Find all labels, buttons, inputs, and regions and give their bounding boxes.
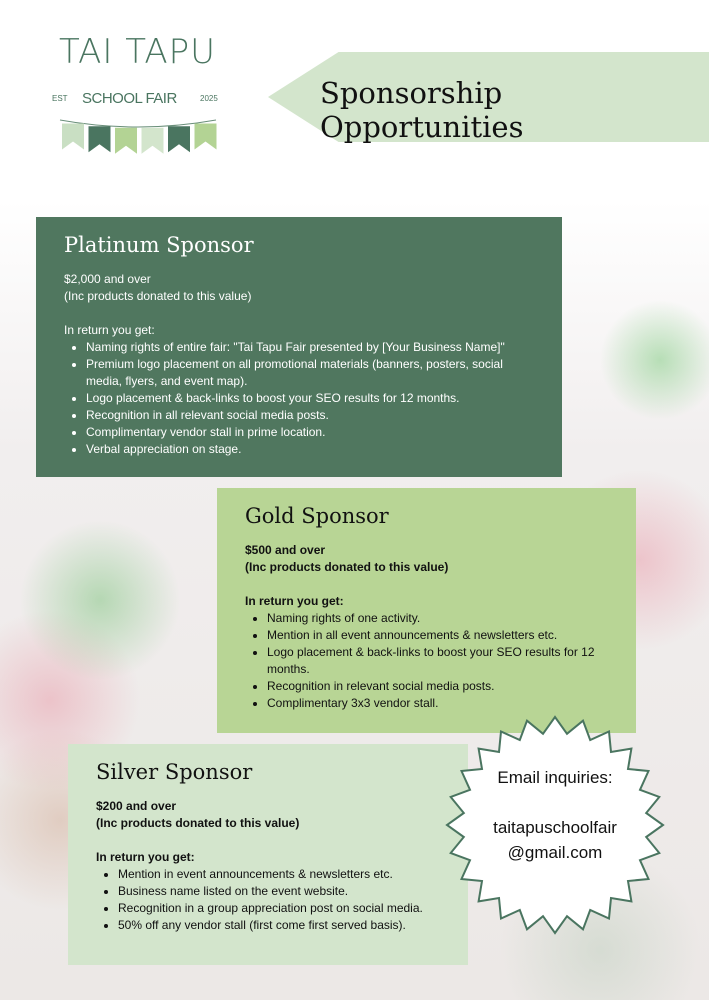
tier-title: Platinum Sponsor — [64, 233, 254, 257]
benefit-item: • Naming rights of one activity. — [267, 610, 608, 627]
contact-email[interactable]: taitapuschoolfair — [493, 818, 617, 837]
page-title: Sponsorship Opportunities — [320, 76, 524, 144]
bunting-flag — [89, 126, 111, 152]
bunting-flag — [62, 124, 84, 150]
tier-title: Silver Sponsor — [96, 760, 253, 784]
benefit-list — [86, 339, 534, 458]
platinum-tier — [36, 217, 562, 477]
tier-note: (Inc products donated to this value) — [245, 560, 449, 574]
tier-title: Gold Sponsor — [245, 504, 389, 528]
tier-amount: $500 and over — [245, 543, 326, 557]
benefit-item: • Complimentary vendor stall in prime location. — [86, 424, 534, 441]
tier-intro: In return you get: — [245, 594, 344, 608]
contact-email-domain[interactable]: @gmail.com — [507, 843, 603, 862]
tier-amount: $2,000 and over — [64, 272, 151, 286]
tier-amount: $200 and over — [96, 799, 177, 813]
silver-tier — [68, 744, 468, 965]
bunting-icon — [50, 112, 230, 172]
benefit-item: • Logo placement & back-links to boost your SEO results for 12 months. — [86, 390, 534, 407]
bunting-flag — [142, 128, 164, 154]
benefit-item: • Verbal appreciation on stage. — [86, 441, 534, 458]
benefit-item: • Mention in all event announcements & newsletters etc. — [267, 627, 608, 644]
bunting-flag — [115, 128, 137, 154]
benefit-item: • Premium logo placement on all promotional materials (banners, posters, social media, flyers, and event map). — [86, 356, 534, 390]
logo — [50, 28, 230, 178]
benefit-item: • Recognition in a group appreciation post on social media. — [118, 900, 440, 917]
benefit-item: • Recognition in relevant social media posts. — [267, 678, 608, 695]
tier-note: (Inc products donated to this value) — [96, 816, 300, 830]
benefit-item: • Recognition in all relevant social media posts. — [86, 407, 534, 424]
contact-info — [445, 765, 665, 865]
contact-label: Email inquiries: — [497, 768, 613, 787]
benefit-list — [118, 866, 440, 934]
benefit-item: • Naming rights of entire fair: "Tai Tapu Fair presented by [Your Business Name]" — [86, 339, 534, 356]
gold-tier — [217, 488, 636, 733]
benefit-item: • Mention in event announcements & newsletters etc. — [118, 866, 440, 883]
bunting-flag — [195, 124, 217, 150]
tier-intro: In return you get: — [96, 850, 195, 864]
logo-title: TAI TAPU — [59, 32, 216, 72]
benefit-item: • Business name listed on the event website. — [118, 883, 440, 900]
benefit-item: • Complimentary 3x3 vendor stall. — [267, 695, 608, 712]
benefit-item: • 50% off any vendor stall (first come first served basis). — [118, 917, 440, 934]
logo-year: 2025 — [200, 94, 218, 103]
logo-subtitle: SCHOOL FAIR — [82, 90, 177, 107]
logo-est: EST — [52, 94, 68, 103]
benefit-list — [267, 610, 608, 712]
bunting-flag — [168, 126, 190, 152]
tier-intro: In return you get: — [64, 323, 155, 337]
tier-note: (Inc products donated to this value) — [64, 289, 252, 303]
benefit-item: • Logo placement & back-links to boost your SEO results for 12 months. — [267, 644, 608, 678]
